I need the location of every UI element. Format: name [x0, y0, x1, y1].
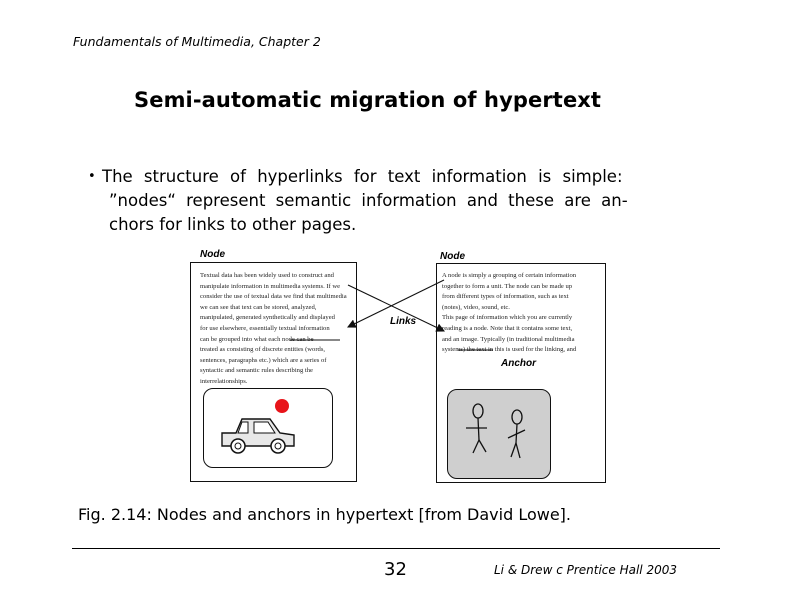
- left-node-text-line: for use elsewhere, essentially textual information: [200, 324, 330, 332]
- left-node-text-line: Textual data has been widely used to construct and: [200, 272, 334, 279]
- left-node-text-line: consider the use of textual data we find that multimedia: [200, 293, 347, 301]
- links-arrows: [190, 248, 610, 488]
- right-node-text-line: together to form a unit. The node can be made up: [442, 282, 573, 290]
- anchor-label: Anchor: [501, 358, 536, 369]
- right-node-text-line: This page of information which you are currently: [442, 314, 573, 322]
- chapter-header: Fundamentals of Multimedia, Chapter 2: [73, 34, 321, 49]
- left-node-text-line: interrelationships.: [200, 377, 248, 385]
- page-number: 32: [384, 559, 407, 580]
- hypertext-figure: [190, 248, 610, 488]
- right-node-text-line: systems) the text in this is used for the linking, and: [442, 346, 577, 354]
- left-node-text-line: treated as consisting of discrete entities (words,: [200, 346, 326, 354]
- bullet-line-3: chors for links to other pages.: [109, 215, 357, 234]
- left-node-text-line: we can see that text can be stored, analyzed,: [200, 303, 317, 311]
- left-node-text-line: manipulate information in multimedia systems. If we: [200, 282, 341, 290]
- left-node-label: Node: [200, 249, 225, 260]
- right-node-text-line: reading is a node. Note that it contains some text,: [442, 324, 573, 332]
- bullet-line-2: ”nodes“ represent semantic information and these are an-: [109, 191, 628, 210]
- bullet-line-1: The structure of hyperlinks for text information is simple:: [102, 167, 623, 186]
- right-node-text-line: (notes), video, sound, etc.: [442, 303, 510, 311]
- links-label: Links: [390, 316, 417, 327]
- footer-credit: Li & Drew c Prentice Hall 2003: [494, 563, 677, 577]
- bullet-dot: •: [88, 169, 96, 184]
- left-node-text-line: syntactic and semantic rules describing the: [200, 367, 313, 375]
- left-node-text-line: manipulated, generated synthetically and displayed: [200, 314, 335, 322]
- right-node-text-line: A node is simply a grouping of certain information: [442, 272, 577, 279]
- right-node-text-line: and an image. Typically (in traditional multimedia: [442, 335, 575, 343]
- figure-caption: Fig. 2.14: Nodes and anchors in hypertext [from David Lowe].: [78, 505, 571, 524]
- slide-title: Semi-automatic migration of hypertext: [134, 88, 602, 112]
- left-node-text-line: can be grouped into what each node can be: [200, 335, 314, 343]
- right-node-label: Node: [440, 251, 465, 262]
- left-node-text-line: sentences, paragraphs etc.) which are a series of: [200, 356, 327, 364]
- right-node-text-line: from different types of information, such as text: [442, 293, 569, 301]
- footer-divider: [72, 548, 720, 549]
